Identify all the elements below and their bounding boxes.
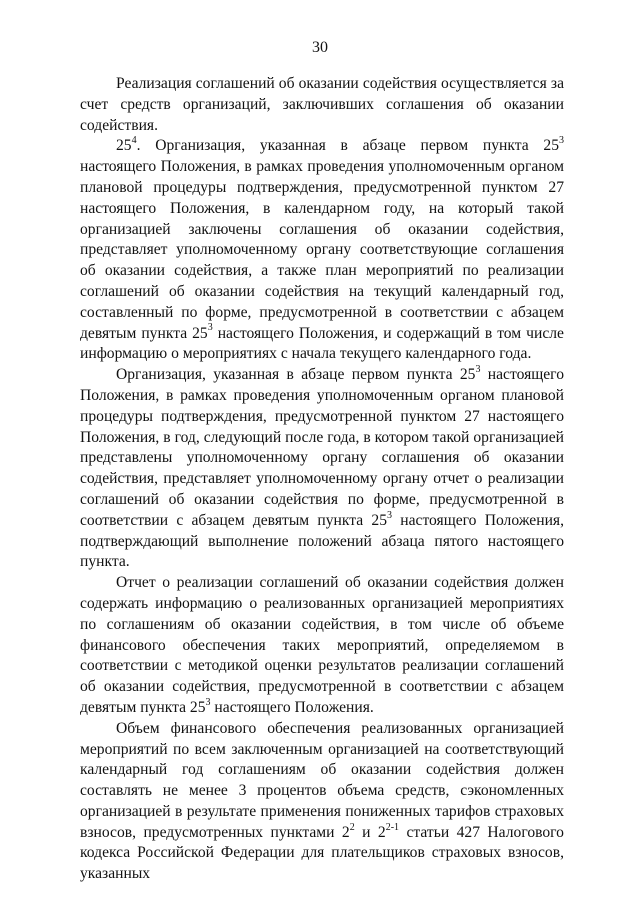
text-run: настоящего Положения, в рамках проведения уполномоченным органом плановой процедуры подтверждения, предусмотренной пунктом 27 настоящего Положения, в календарном году, на который такой организацией заключены соглашения об оказании содействия, представляет уполномоченному органу соответствующие соглашения об оказании содействия, а также план мероприятий по реализации соглашений об оказании содействия на текущий календарный год, составленный по форме, предусмотренной в соответствии с абзацем девятым пункта 25 [80, 158, 564, 342]
paragraph [80, 365, 564, 573]
superscript: 3 [559, 135, 564, 147]
paragraph [80, 136, 564, 365]
superscript: 3 [207, 322, 213, 334]
paragraph [80, 573, 564, 719]
text-run: 25 [116, 137, 132, 155]
superscript: 2-1 [385, 821, 400, 833]
text-run: Реализация соглашений об оказании содействия осуществляется за счет средств организаций, заключивших соглашения об оказании содействия. [80, 75, 564, 134]
text-run: настоящего Положения, и содержащий в том числе информацию о мероприятиях с начала текущего календарного года. [80, 324, 564, 363]
superscript: 3 [475, 363, 481, 375]
document-body [80, 74, 564, 885]
superscript: 3 [205, 696, 211, 708]
superscript: 3 [387, 509, 393, 521]
text-run: Объем финансового обеспечения реализованных организацией мероприятий по всем заключенным организацией на соответствующий календарный год соглашениям об оказании содействия должен составлять не менее 3 процентов объема средств, сэкономленных организацией в результате применения пониженных тарифов страховых взносов, предусмотренных пунктами 2 [80, 719, 564, 841]
text-run: настоящего Положения, в рамках проведения уполномоченным органом плановой процедуры подтверждения, предусмотренной пунктом 27 настоящего Положения, в год, следующий после года, в котором такой организацией представлены уполномоченному органу соглашения об оказании содействия, представляет уполномоченному органу отчет о реализации соглашений об оказании содействия по форме, предусмотренной в соответствии с абзацем девятым пункта 25 [80, 366, 564, 529]
text-run: Отчет о реализации соглашений об оказании содействия должен содержать информацию о реализованных организацией мероприятиях по соглашениям об оказании содействия, в том числе об объеме финансового обеспечения таких мероприятий, определяемом в соответствии с методикой оценки результатов реализации соглашений об оказании содействия, предусмотренной в соответствии с абзацем девятым пункта 25 [80, 574, 564, 716]
text-run: статьи 427 Налогового кодекса Российской Федерации для плательщиков страховых взносов, указанных [80, 823, 564, 883]
text-run: настоящего Положения, подтверждающий выполнение положений абзаца пятого настоящего пункта. [80, 511, 564, 571]
page-number: 30 [312, 39, 328, 56]
text-run: и 2 [354, 823, 386, 841]
paragraph [80, 74, 564, 136]
paragraph [80, 719, 564, 885]
text-run: Организация, указанная в абзаце первом пункта 25 [116, 366, 476, 384]
text-run: . Организация, указанная в абзаце первом пункта 25 [136, 137, 559, 155]
superscript: 2 [349, 821, 355, 833]
superscript: 4 [131, 135, 137, 147]
text-run: настоящего Положения. [210, 698, 374, 716]
